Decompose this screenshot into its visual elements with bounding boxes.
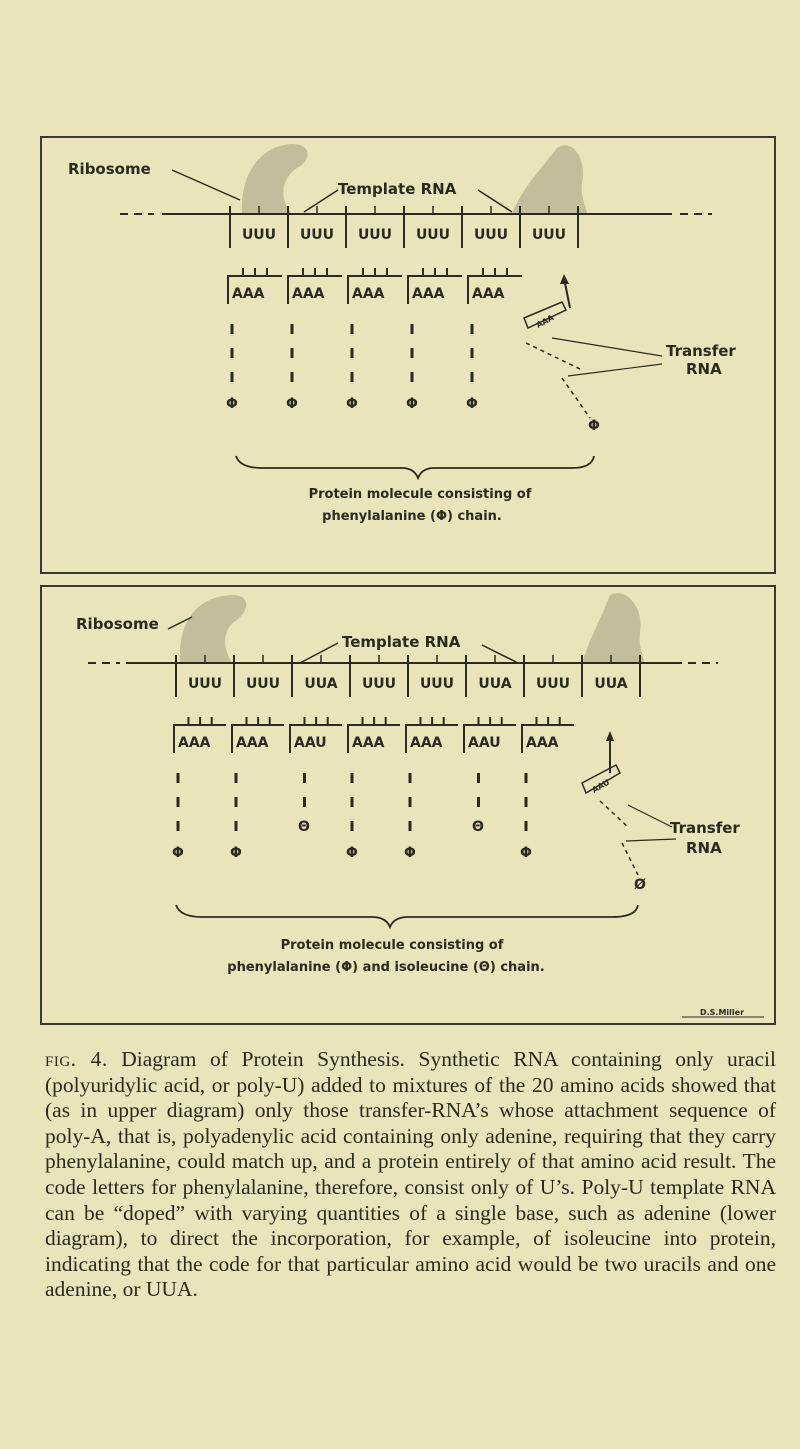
top-diagram	[42, 138, 774, 572]
phenylalanine-symbol: Φ	[404, 845, 416, 861]
trna-unit	[520, 717, 574, 861]
phenylalanine-symbol: Φ	[346, 845, 358, 861]
incoming-anticodon: AAA	[534, 313, 556, 330]
transfer-rna-label-1: Transfer	[670, 819, 740, 837]
ribosome-label: Ribosome	[76, 615, 159, 633]
incoming-anticodon: AAU	[590, 777, 612, 795]
ribosome-left-blob	[180, 595, 246, 663]
protein-brace	[236, 456, 594, 478]
trna-anticodon: AAA	[352, 735, 385, 751]
trna-anticodon: AAA	[352, 286, 385, 302]
trna-anticodon: AAA	[526, 735, 559, 751]
template-codon: UUU	[357, 227, 393, 243]
trna-unit	[172, 717, 226, 861]
template-codons	[176, 655, 640, 697]
phenylalanine-symbol: Φ	[520, 845, 532, 861]
protein-brace	[176, 905, 638, 927]
trna-anticodon: AAA	[232, 286, 265, 302]
transfer-rna-label-1: Transfer	[666, 342, 736, 360]
figure-label: fig. 4.	[45, 1047, 108, 1071]
phenylalanine-symbol: Φ	[346, 396, 358, 412]
trna-unit	[346, 268, 402, 412]
template-codon: UUU	[187, 676, 223, 692]
protein-caption-1: Protein molecule consisting of	[280, 938, 504, 953]
template-codon: UUU	[241, 227, 277, 243]
bound-trna-row	[226, 268, 522, 412]
trna-unit	[466, 268, 522, 412]
template-codon: UUU	[419, 676, 455, 692]
phenylalanine-symbol: Φ	[466, 396, 478, 412]
template-codon: UUU	[245, 676, 281, 692]
trna-unit	[230, 717, 284, 861]
bound-trna-row	[172, 717, 574, 861]
trna-anticodon: AAU	[468, 735, 501, 751]
template-codon: UUU	[361, 676, 397, 692]
incoming-amino-symbol: Φ	[588, 418, 600, 434]
caption-text: Diagram of Protein Synthesis. Synthetic RNA containing only uracil (polyuridylic acid, or poly-U) added to mixtures of the 20 amino acids showed that (as in upper diagram) only those transfer-RNA’s whose attachment sequence of poly-A, that is, polyadenylic acid containing only adenine, requiring that they carry phenylalanine, could match up, and a protein entirely of that amino acid result. The code letters for phenylalanine, therefore, consist only of U’s. Poly-U template RNA can be “doped” with varying quantities of a single base, such as adenine (lower diagram), to direct the incorporation, for example, of isoleucine into protein, indicating that the code for that particular amino acid would be two uracils and one adenine, or UUA.	[45, 1047, 776, 1302]
phenylalanine-symbol: Φ	[406, 396, 418, 412]
incoming-trna	[524, 274, 600, 434]
figure-caption	[45, 1047, 776, 1303]
template-codon: UUU	[535, 676, 571, 692]
template-codon: UUA	[478, 676, 512, 692]
protein-caption-2: phenylalanine (Φ) chain.	[322, 509, 502, 524]
template-rna-label: Template RNA	[338, 180, 457, 198]
trna-anticodon: AAA	[412, 286, 445, 302]
bottom-diagram-panel	[40, 585, 776, 1025]
transfer-rna-label-2: RNA	[686, 360, 722, 378]
ribosome-left-blob	[242, 144, 308, 214]
trna-unit	[404, 717, 458, 861]
trna-anticodon: AAU	[294, 735, 327, 751]
bottom-diagram	[42, 587, 774, 1023]
template-codon: UUU	[531, 227, 567, 243]
template-rna-label: Template RNA	[342, 633, 461, 651]
template-codon: UUA	[304, 676, 338, 692]
trna-anticodon: AAA	[410, 735, 443, 751]
template-codon: UUU	[473, 227, 509, 243]
trna-unit	[464, 717, 516, 835]
phenylalanine-symbol: Φ	[172, 845, 184, 861]
trna-unit	[346, 717, 400, 861]
protein-caption-2: phenylalanine (Φ) and isoleucine (Θ) chain.	[227, 960, 545, 975]
trna-unit	[226, 268, 282, 412]
phenylalanine-symbol: Φ	[286, 396, 298, 412]
phenylalanine-symbol: Φ	[226, 396, 238, 412]
ribosome-right-blob	[582, 593, 644, 663]
trna-anticodon: AAA	[472, 286, 505, 302]
ribosome-label: Ribosome	[68, 160, 151, 178]
trna-unit	[286, 268, 342, 412]
incoming-trna	[582, 731, 646, 893]
trna-unit	[290, 717, 342, 835]
trna-unit	[406, 268, 462, 412]
artist-signature: D.S.Miller	[699, 1008, 745, 1017]
ribosome-right-blob	[512, 145, 587, 214]
incoming-amino-symbol: Ø	[634, 877, 646, 893]
transfer-rna-label-2: RNA	[686, 839, 722, 857]
template-codon: UUU	[299, 227, 335, 243]
protein-caption-1: Protein molecule consisting of	[308, 487, 532, 502]
trna-anticodon: AAA	[292, 286, 325, 302]
trna-anticodon: AAA	[178, 735, 211, 751]
top-diagram-panel	[40, 136, 776, 574]
phenylalanine-symbol: Φ	[230, 845, 242, 861]
isoleucine-symbol: Θ	[298, 819, 310, 835]
trna-anticodon: AAA	[236, 735, 269, 751]
template-codon: UUA	[594, 676, 628, 692]
template-codon: UUU	[415, 227, 451, 243]
isoleucine-symbol: Θ	[472, 819, 484, 835]
